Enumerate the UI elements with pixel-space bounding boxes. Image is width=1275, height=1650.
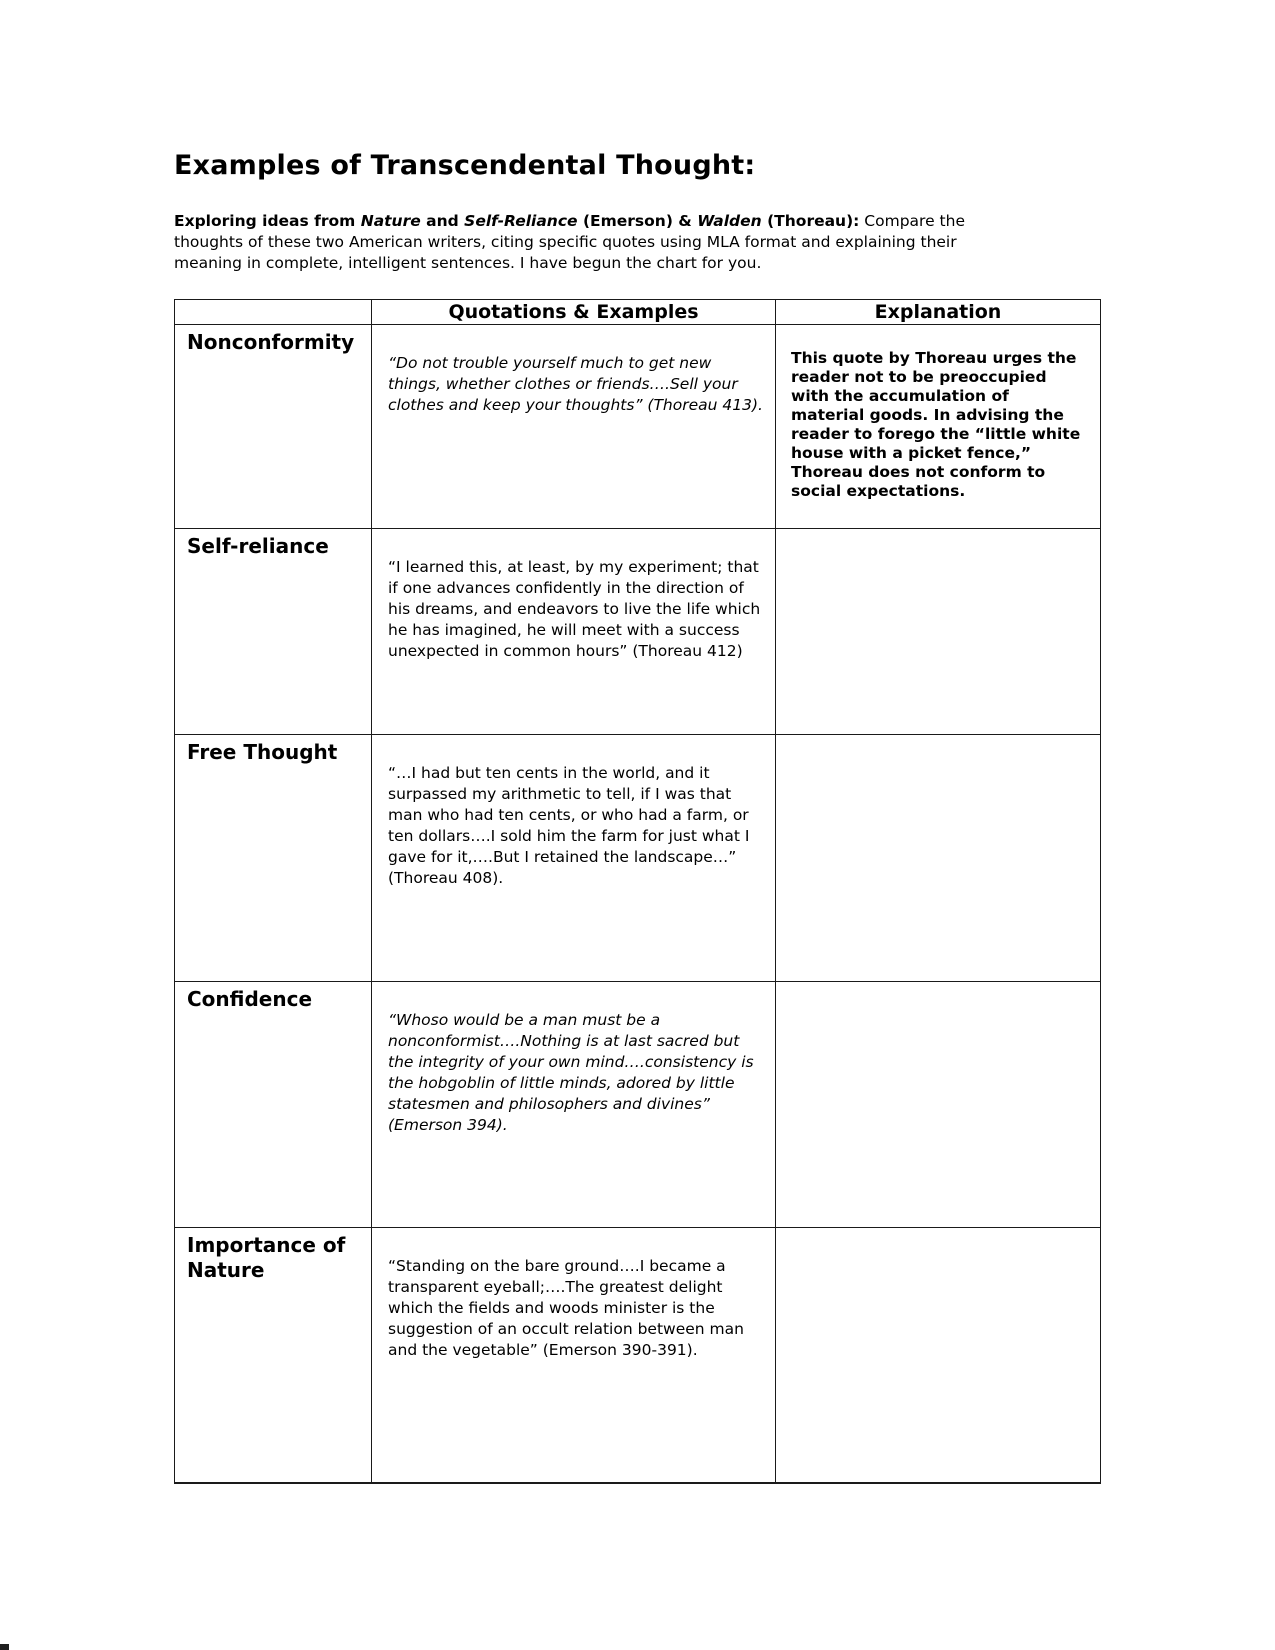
table-row-self-reliance: [175, 529, 1101, 735]
header-explanation: Explanation: [776, 300, 1101, 325]
table-row-importance-of-nature: [175, 1228, 1101, 1483]
quote-cell-nonconformity: “Do not trouble yourself much to get new things, whether clothes or friends….Sell your clothes and keep your thoughts” (Thoreau 413).: [372, 325, 776, 529]
explanation-cell-importance-of-nature: [776, 1228, 1101, 1483]
explanation-cell-confidence: [776, 982, 1101, 1228]
document-content: [174, 150, 1124, 1484]
intro-nature-title: Nature: [360, 212, 421, 230]
quote-cell-self-reliance: “I learned this, at least, by my experiment; that if one advances confidently in the direction of his dreams, and endeavors to live the life which he has imagined, he will meet with a success unexpected in common hours” (Thoreau 412): [372, 529, 776, 735]
table-row-free-thought: [175, 735, 1101, 982]
row-label-free-thought: Free Thought: [175, 735, 372, 982]
header-quotations: Quotations & Examples: [372, 300, 776, 325]
intro-instructions: Compare the thoughts of these two American writers, citing specific quotes using MLA format and explaining their meaning in complete, intelligent sentences. I have begun the chart for you.: [174, 212, 965, 272]
row-label-nonconformity: Nonconformity: [175, 325, 372, 529]
intro-walden-title: Walden: [697, 212, 762, 230]
scan-artifact: [0, 1644, 9, 1650]
quote-cell-confidence: “Whoso would be a man must be a nonconformist….Nothing is at last sacred but the integrity of your own mind….consistency is the hobgoblin of little minds, adored by little statesmen and philosophers and divines” (Emerson 394).: [372, 982, 776, 1228]
table-row-nonconformity: [175, 325, 1101, 529]
intro-lead: Exploring ideas from: [174, 212, 361, 230]
explanation-cell-free-thought: [776, 735, 1101, 982]
explanation-cell-nonconformity: This quote by Thoreau urges the reader not to be preoccupied with the accumulation of material goods. In advising the reader to forego the “little white house with a picket fence,” Thoreau does not conform to social expectations.: [776, 325, 1101, 529]
intro-and: and: [420, 212, 465, 230]
intro-self-reliance-title: Self-Reliance: [464, 212, 578, 230]
row-label-confidence: Confidence: [175, 982, 372, 1228]
table-row-confidence: [175, 982, 1101, 1228]
table-header-row: [175, 300, 1101, 325]
intro-paragraph: [174, 211, 1016, 274]
explanation-cell-self-reliance: [776, 529, 1101, 735]
row-label-importance-of-nature: Importance of Nature: [175, 1228, 372, 1483]
intro-emerson: (Emerson) &: [577, 212, 698, 230]
quote-cell-importance-of-nature: “Standing on the bare ground….I became a transparent eyeball;….The greatest delight which the fields and woods minister is the suggestion of an occult relation between man and the vegetable” (Emerson 390-391).: [372, 1228, 776, 1483]
quote-cell-free-thought: “…I had but ten cents in the world, and it surpassed my arithmetic to tell, if I was that man who had ten cents, or who had a farm, or ten dollars….I sold him the farm for just what I gave for it,….But I retained the landscape…” (Thoreau 408).: [372, 735, 776, 982]
page-title: Examples of Transcendental Thought:: [174, 150, 756, 181]
intro-thoreau: (Thoreau):: [761, 212, 860, 230]
comparison-table: [174, 299, 1101, 1484]
row-label-self-reliance: Self-reliance: [175, 529, 372, 735]
header-label-column: [175, 300, 372, 325]
